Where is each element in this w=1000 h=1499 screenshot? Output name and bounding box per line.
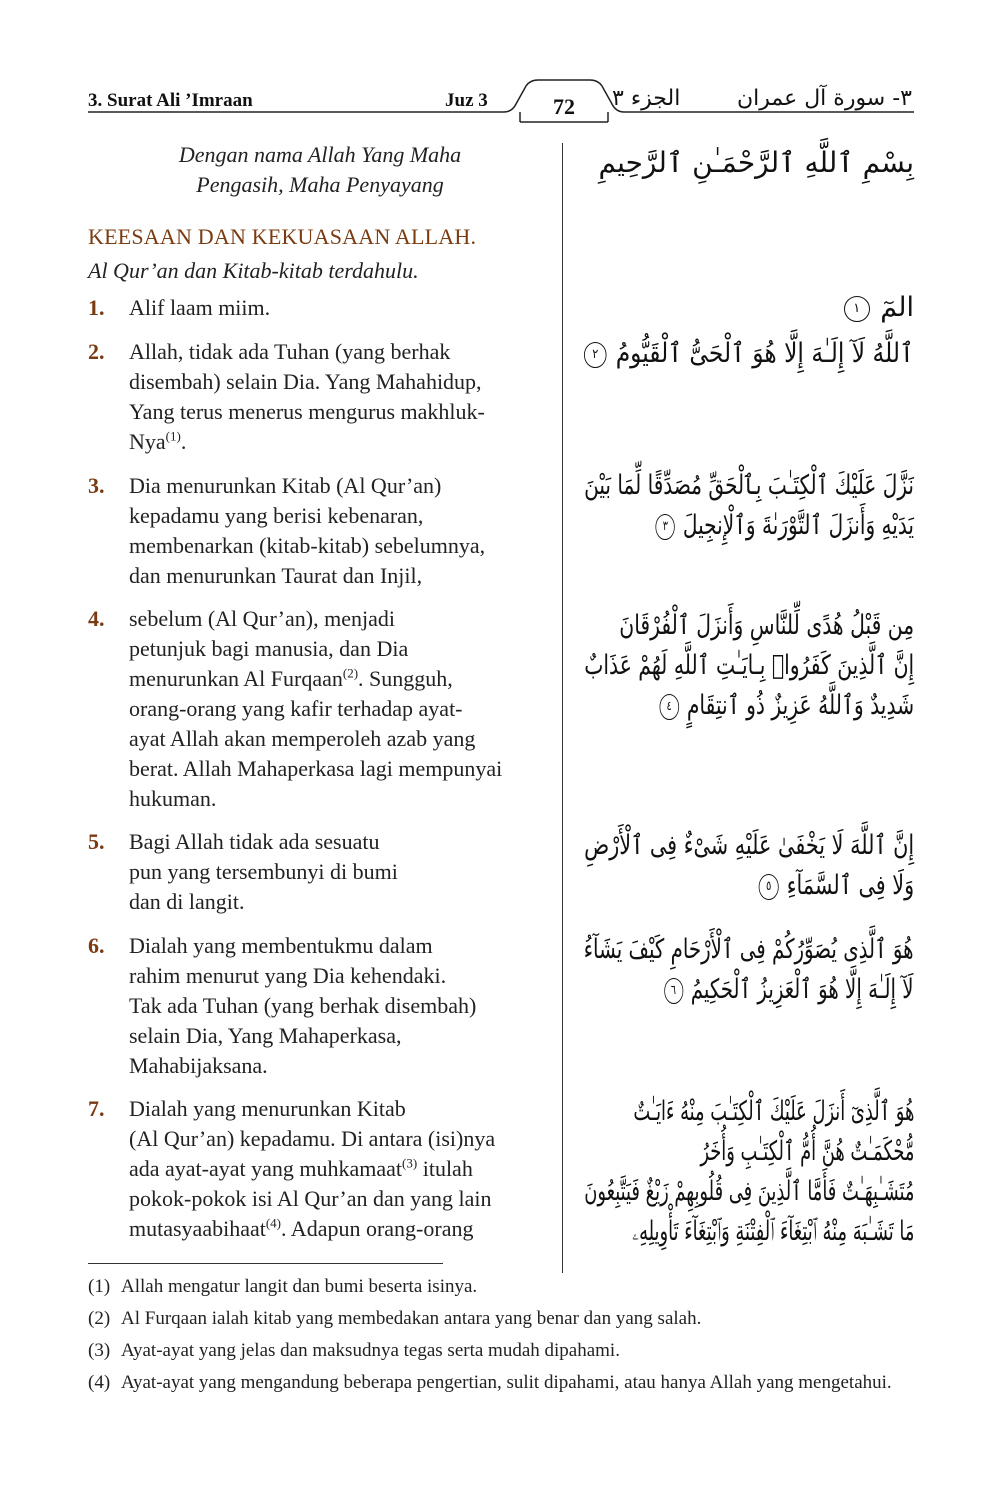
verse-line: Mahabijaksana. <box>129 1053 268 1078</box>
verse-text: itulah <box>417 1156 473 1181</box>
arabic-verse-2 <box>533 334 914 374</box>
arabic-line: هُوَ ٱلَّذِىٓ أَنزَلَ عَلَيْكَ ٱلْكِتَـٰبَ مِنْهُ ءَايَـٰتٌ <box>632 1096 914 1127</box>
verse-text: mutasyaabihaat <box>129 1216 266 1241</box>
verse-text: . Adapun orang-orang <box>281 1216 474 1241</box>
verse-text: ada ayat-ayat yang muhkamaat <box>129 1156 403 1181</box>
verse-line: selain Dia, Yang Mahaperkasa, <box>129 1023 402 1048</box>
verse-line: Bagi Allah tidak ada sesuatu <box>129 829 380 854</box>
arabic-verse-7 <box>415 1092 914 1252</box>
arabic-verse-5 <box>485 826 914 906</box>
footnote-text: Allah mengatur langit dan bumi beserta isinya. <box>121 1276 478 1297</box>
verse-line: Dia menurunkan Kitab (Al Qur’an) <box>129 473 442 498</box>
footnote-number: (3) <box>88 1340 111 1361</box>
verse-number: 3. <box>88 473 105 498</box>
ayah-number-marker: ٥ <box>758 874 778 900</box>
verse-text: . <box>180 429 187 454</box>
arabic-line <box>584 970 914 1010</box>
verse-translation-1 <box>88 293 558 323</box>
header-rule <box>0 0 1000 140</box>
arabic-line: مَا تَشَـٰبَهَ مِنْهُ ٱبْتِغَآءَ ٱلْفِتْنَةِ وَٱبْتِغَآءَ تَأْوِيلِهِۦ <box>631 1216 914 1247</box>
verse-line: kepadamu yang berisi kebenaran, <box>129 503 424 528</box>
arabic-text: ٱللَّهُ لَآ إِلَـٰهَ إِلَّا هُوَ ٱلْحَىُّ ٱلْقَيُّومُ <box>616 338 914 369</box>
footnote-ref-4[interactable]: (4) <box>265 1215 282 1231</box>
arabic-line: نَزَّلَ عَلَيْكَ ٱلْكِتَـٰبَ بِٱلْحَقِّ مُصَدِّقًا لِّمَا بَيْنَ <box>584 470 914 501</box>
verse-line: rahim menurut yang Dia kehendaki. <box>129 963 447 988</box>
arabic-verse-1 <box>844 288 914 328</box>
arabic-line: إِنَّ ٱلَّذِينَ كَفَرُوا۟ بِـايَـٰتِ ٱللَّهِ لَهُمْ عَذَابٌ <box>584 650 914 681</box>
verse-line: ayat Allah akan memperoleh azab yang <box>129 726 476 751</box>
header-surah-latin: 3. Surat Ali ’Imraan <box>88 90 253 111</box>
arabic-text: لَآ إِلَـٰهَ إِلَّا هُوَ ٱلْعَزِيزُ ٱلْحَكِيمُ <box>691 974 914 1005</box>
verse-line: (Al Qur’an) kepadamu. Di antara (isi)nya <box>129 1126 496 1151</box>
arabic-verse-4 <box>476 606 914 726</box>
bismillah-translation <box>120 140 520 200</box>
header-juz-latin: Juz 3 <box>445 90 488 111</box>
verse-line: dan di langit. <box>129 889 245 914</box>
arabic-verse-3 <box>470 466 914 546</box>
footnote-1 <box>88 1274 916 1299</box>
verse-line: disembah) selain Dia. Yang Mahahidup, <box>129 369 482 394</box>
footnote-number: (1) <box>88 1276 111 1297</box>
footnote-4 <box>88 1370 916 1395</box>
bismillah-arabic: بِسْمِ ٱللَّهِ ٱلرَّحْمَـٰنِ ٱلرَّحِيمِ <box>598 146 914 179</box>
arabic-text: المٓ <box>880 292 914 323</box>
arabic-text: وَلَا فِى ٱلسَّمَآءِ <box>786 870 914 901</box>
verse-number: 6. <box>88 933 105 958</box>
arabic-line: مُّحْكَمَـٰتٌ هُنَّ أُمُّ ٱلْكِتَـٰبِ وَأُخَرُ <box>699 1136 914 1167</box>
arabic-line: إِنَّ ٱللَّهَ لَا يَخْفَىٰ عَلَيْهِ شَىْءٌ فِى ٱلْأَرْضِ <box>583 830 914 861</box>
arabic-text: يَدَيْهِ وَأَنزَلَ ٱلتَّوْرَىٰةَ وَٱلْإِنجِيلَ <box>682 510 914 541</box>
verse-number: 2. <box>88 339 105 364</box>
verse-text: . Sungguh, <box>358 666 453 691</box>
footnote-3 <box>88 1338 916 1363</box>
header-juz-arabic: الجزء ٣ <box>612 86 681 111</box>
arabic-line <box>844 288 914 328</box>
arabic-line <box>584 506 914 546</box>
verse-line: pokok-pokok isi Al Qur’an dan yang lain <box>129 1186 492 1211</box>
verse-line: orang-orang yang kafir terhadap ayat- <box>129 696 463 721</box>
bismillah-translation-line: Dengan nama Allah Yang Maha <box>178 142 462 167</box>
section-heading: KEESAAN DAN KEKUASAAN ALLAH. <box>88 224 477 249</box>
arabic-line: مِن قَبْلُ هُدًى لِّلنَّاسِ وَأَنزَلَ ٱلْفُرْقَانَ <box>619 610 914 641</box>
ayah-number-marker: ١ <box>844 296 870 322</box>
arabic-text: شَدِيدٌ وَٱللَّهُ عَزِيزٌ ذُو ٱنتِقَامٍ <box>686 690 914 721</box>
verse-line: Dialah yang menurunkan Kitab <box>129 1096 406 1121</box>
footnote-rule <box>88 1263 443 1264</box>
verse-number: 5. <box>88 829 105 854</box>
verse-line: dan menurunkan Taurat dan Injil, <box>129 563 423 588</box>
arabic-line <box>584 686 914 726</box>
verse-line: Allah, tidak ada Tuhan (yang berhak <box>129 339 451 364</box>
verse-line: Tak ada Tuhan (yang berhak disembah) <box>129 993 477 1018</box>
ayah-number-marker: ٣ <box>656 514 675 540</box>
ayah-number-marker: ٦ <box>664 978 683 1004</box>
page-number: 72 <box>553 94 575 119</box>
verse-line: hukuman. <box>129 786 217 811</box>
verse-line: membenarkan (kitab-kitab) sebelumnya, <box>129 533 486 558</box>
verse-line: sebelum (Al Qur’an), menjadi <box>129 606 395 631</box>
arabic-line <box>584 334 914 374</box>
ayah-number-marker: ٢ <box>584 342 607 368</box>
footnote-ref-2[interactable]: (2) <box>342 665 359 681</box>
verse-number: 7. <box>88 1096 105 1121</box>
verse-line: petunjuk bagi manusia, dan Dia <box>129 636 409 661</box>
footnote-ref-3[interactable]: (3) <box>402 1155 418 1171</box>
footnote-number: (4) <box>88 1372 111 1393</box>
ayah-number-marker: ٤ <box>659 694 679 720</box>
footnote-ref-1[interactable]: (1) <box>165 428 181 444</box>
verse-line: pun yang tersembunyi di bumi <box>129 859 398 884</box>
verse-line: berat. Allah Mahaperkasa lagi mempunyai <box>129 756 503 781</box>
footnote-2 <box>88 1306 916 1331</box>
verse-line <box>129 427 558 457</box>
arabic-verse-6 <box>463 930 914 1010</box>
bismillah-translation-line: Pengasih, Maha Penyayang <box>196 172 444 197</box>
footnote-text: Ayat-ayat yang jelas dan maksudnya tegas serta mudah dipahami. <box>121 1340 620 1361</box>
footnote-number: (2) <box>88 1308 111 1329</box>
verse-translation-2 <box>88 337 558 457</box>
verse-line: Yang terus menerus mengurus makhluk- <box>129 399 485 424</box>
verse-line: Alif laam miim. <box>129 295 271 320</box>
section-subheading: Al Qur’an dan Kitab-kitab terdahulu. <box>88 258 419 283</box>
arabic-line: مُتَشَـٰبِهَـٰتٌ فَأَمَّا ٱلَّذِينَ فِى قُلُوبِهِمْ زَيْغٌ فَيَتَّبِعُونَ <box>583 1176 914 1207</box>
verse-line: Dialah yang membentukmu dalam <box>129 933 433 958</box>
verse-text: menurunkan Al Furqaan <box>129 666 343 691</box>
arabic-line <box>584 866 914 906</box>
verse-number: 1. <box>88 295 105 320</box>
header-surah-arabic: ٣- سورة آل عمران <box>736 86 912 111</box>
arabic-line: هُوَ ٱلَّذِى يُصَوِّرُكُمْ فِى ٱلْأَرْحَامِ كَيْفَ يَشَآءُ <box>584 934 914 965</box>
verse-number: 4. <box>88 606 105 631</box>
footnote-text: Ayat-ayat yang mengandung beberapa pengertian, sulit dipahami, atau hanya Allah yang mengetahui. <box>121 1372 892 1393</box>
footnote-text: Al Furqaan ialah kitab yang membedakan antara yang benar dan yang salah. <box>121 1308 702 1329</box>
verse-text: Nya <box>129 429 166 454</box>
